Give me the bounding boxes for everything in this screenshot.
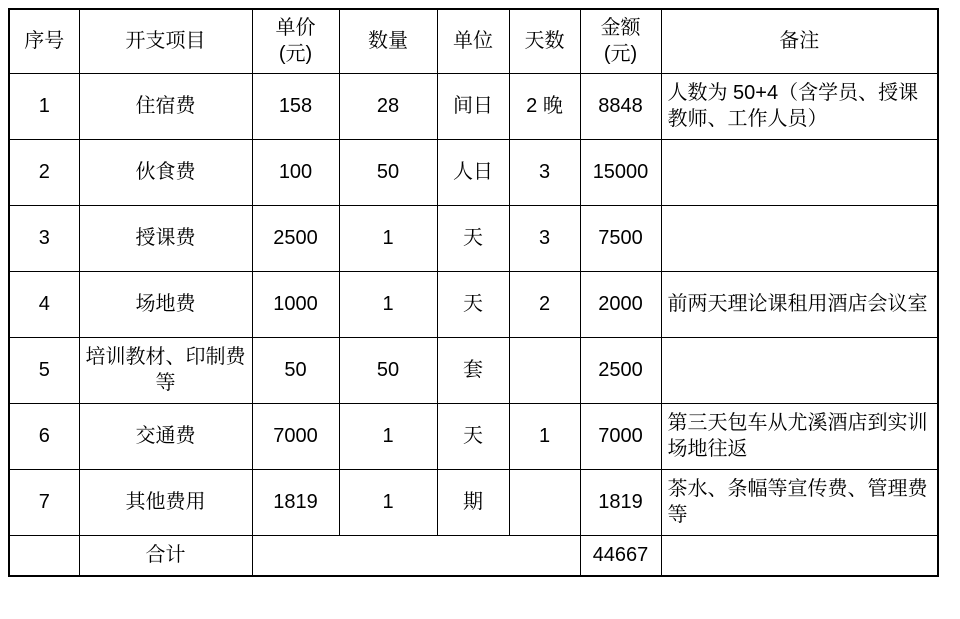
cell-amount: 7500 [580,205,661,271]
table-row [9,205,938,271]
total-no-cell [9,535,79,576]
cell-item: 场地费 [79,271,252,337]
col-header-note: 备注 [661,9,938,73]
cell-days [509,469,580,535]
cell-note [661,337,938,403]
cell-no: 6 [9,403,79,469]
cell-unit: 间日 [437,73,509,139]
table-row [9,271,938,337]
table-row [9,403,938,469]
cell-days [509,337,580,403]
cell-unit: 套 [437,337,509,403]
cell-quantity: 28 [339,73,437,139]
cell-amount: 2500 [580,337,661,403]
cell-quantity: 50 [339,139,437,205]
cell-unit: 天 [437,403,509,469]
total-note-cell [661,535,938,576]
cell-days: 2 [509,271,580,337]
cell-days: 1 [509,403,580,469]
cell-note: 茶水、条幅等宣传费、管理费等 [661,469,938,535]
cell-unit-price: 7000 [252,403,339,469]
col-header-item: 开支项目 [79,9,252,73]
expense-table [8,8,939,577]
cell-unit-price: 2500 [252,205,339,271]
col-header-amount-line2: (元) [603,43,638,66]
col-header-quantity: 数量 [339,9,437,73]
cell-unit-price: 158 [252,73,339,139]
cell-item: 培训教材、印制费等 [79,337,252,403]
total-row [9,535,938,576]
cell-item: 交通费 [79,403,252,469]
col-header-amount [580,9,661,73]
cell-amount: 2000 [580,271,661,337]
cell-days: 2 晚 [509,73,580,139]
col-header-unit-price [252,9,339,73]
cell-no: 4 [9,271,79,337]
col-header-days: 天数 [509,9,580,73]
header-row [9,9,938,73]
cell-item: 其他费用 [79,469,252,535]
cell-no: 7 [9,469,79,535]
col-header-unit-price-line1: 单价 [275,17,316,40]
table-row [9,337,938,403]
cell-item: 伙食费 [79,139,252,205]
col-header-no: 序号 [9,9,79,73]
cell-unit-price: 1000 [252,271,339,337]
cell-unit-price: 1819 [252,469,339,535]
cell-quantity: 1 [339,205,437,271]
cell-amount: 15000 [580,139,661,205]
col-header-unit-price-line2: (元) [278,43,313,66]
cell-no: 1 [9,73,79,139]
col-header-unit: 单位 [437,9,509,73]
table-row [9,139,938,205]
cell-item: 住宿费 [79,73,252,139]
cell-note [661,139,938,205]
cell-days: 3 [509,139,580,205]
cell-days: 3 [509,205,580,271]
total-amount: 44667 [580,535,661,576]
total-merged-empty-cell [252,535,580,576]
cell-no: 2 [9,139,79,205]
table-row [9,73,938,139]
cell-amount: 8848 [580,73,661,139]
cell-quantity: 50 [339,337,437,403]
cell-unit: 人日 [437,139,509,205]
cell-note [661,205,938,271]
total-label: 合计 [79,535,252,576]
cell-quantity: 1 [339,271,437,337]
cell-no: 3 [9,205,79,271]
cell-note: 人数为 50+4（含学员、授课教师、工作人员） [661,73,938,139]
cell-unit: 天 [437,205,509,271]
cell-amount: 7000 [580,403,661,469]
table-row [9,469,938,535]
cell-unit-price: 50 [252,337,339,403]
cell-unit: 期 [437,469,509,535]
cell-unit-price: 100 [252,139,339,205]
cell-quantity: 1 [339,403,437,469]
cell-note: 前两天理论课租用酒店会议室 [661,271,938,337]
cell-amount: 1819 [580,469,661,535]
cell-no: 5 [9,337,79,403]
cell-quantity: 1 [339,469,437,535]
cell-unit: 天 [437,271,509,337]
cell-note: 第三天包车从尤溪酒店到实训场地往返 [661,403,938,469]
col-header-amount-line1: 金额 [600,17,641,40]
cell-item: 授课费 [79,205,252,271]
